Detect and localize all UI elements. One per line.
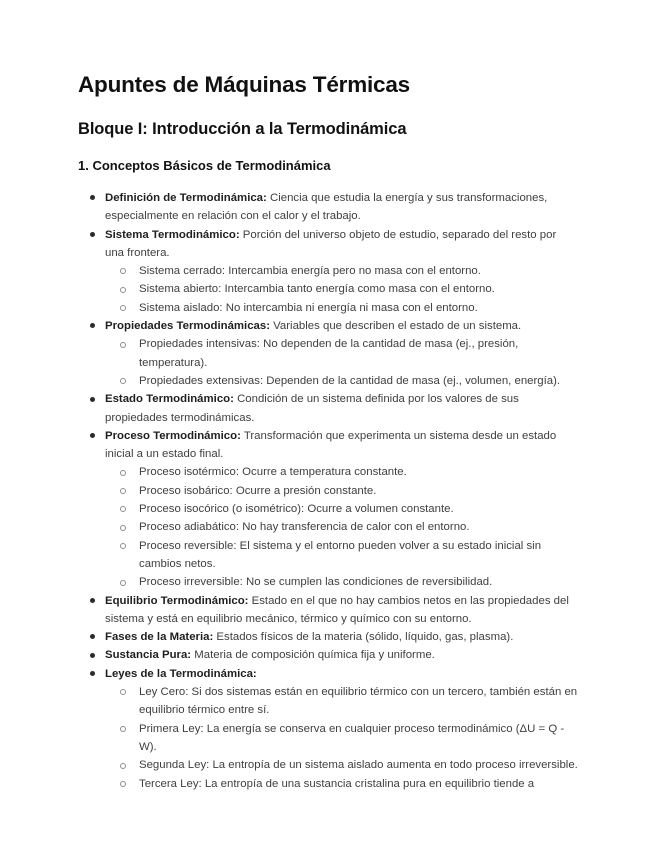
bullet-circle-icon [120, 726, 126, 732]
outline-sublist-wrapper [78, 683, 578, 793]
bullet-circle-icon [120, 287, 126, 293]
outline-item-term: Estado Termodinámico: [105, 393, 234, 406]
outline-item-term: Sustancia Pura: [105, 649, 192, 662]
outline-subitem [106, 482, 578, 500]
outline-sublist [106, 463, 578, 591]
outline-item [78, 628, 578, 646]
outline-item-text: Sistema cerrado: Intercambia energía pero no masa con el entorno. [139, 265, 481, 278]
bullet-circle-icon [120, 268, 126, 274]
bullet-disc-icon [90, 634, 95, 639]
outline-subitem [106, 500, 578, 518]
outline-item [78, 665, 578, 683]
bullet-circle-icon [120, 342, 126, 348]
outline-item-text: Proceso adiabático: No hay transferencia de calor con el entorno. [139, 521, 470, 534]
outline-subitem [106, 775, 578, 793]
outline-sublist-wrapper [78, 463, 578, 591]
outline-item [78, 390, 578, 427]
bullet-circle-icon [120, 763, 126, 769]
bullet-circle-icon [120, 378, 126, 384]
outline-item-text: Transformación que experimenta un sistema desde un estado inicial a un estado final. [105, 429, 557, 461]
outline-subitem [106, 720, 578, 757]
outline-item-text: Tercera Ley: La entropía de una sustancia cristalina pura en equilibrio tiende a [139, 777, 535, 790]
outline-item-text: Proceso irreversible: No se cumplen las condiciones de reversibilidad. [139, 576, 493, 589]
outline-subitem [106, 518, 578, 536]
outline-item-text: Ciencia que estudia la energía y sus transformaciones, especialmente en relación con el calor y el trabajo. [105, 192, 548, 223]
outline-item-text: Porción del universo objeto de estudio, separado del resto por una frontera. [105, 228, 557, 259]
outline-item-term: Leyes de la Termodinámica: [105, 667, 257, 680]
outline-sublist-wrapper [78, 335, 578, 390]
outline-item-text: Segunda Ley: La entropía de un sistema aislado aumenta en todo proceso irreversible. [139, 759, 578, 772]
outline-subitem [106, 372, 578, 390]
bullet-disc-icon [90, 653, 95, 658]
bullet-circle-icon [120, 488, 126, 494]
bullet-circle-icon [120, 470, 126, 476]
outline-item-term: Fases de la Materia: [105, 631, 214, 644]
outline-item [78, 592, 578, 629]
outline-subitem [106, 683, 578, 720]
document-subtitle: Bloque I: Introducción a la Termodinámica [78, 120, 407, 138]
outline-item-text: Sistema aislado: No intercambia ni energía ni masa con el entorno. [139, 301, 478, 314]
bullet-disc-icon [90, 397, 95, 402]
outline-item [78, 427, 578, 464]
bullet-disc-icon [90, 433, 95, 438]
outline-subitem [106, 335, 578, 372]
outline-sublist [106, 262, 578, 317]
outline-item-text: Ley Cero: Si dos sistemas están en equilibrio térmico con un tercero, también están en equilibrio térmico entre sí. [139, 686, 578, 717]
outline-item [78, 189, 578, 226]
outline-subitem [106, 262, 578, 280]
outline-item-term: Definición de Termodinámica: [105, 192, 267, 204]
bullet-circle-icon [120, 781, 126, 787]
outline-item-text: Proceso reversible: El sistema y el entorno pueden volver a su estado inicial sin cambios netos. [139, 539, 542, 570]
outline-item [78, 226, 578, 263]
outline-item-text: Proceso isocórico (o isométrico): Ocurre a volumen constante. [139, 503, 454, 516]
bullet-circle-icon [120, 305, 126, 311]
outline-item-text: Primera Ley: La energía se conserva en cualquier proceso termodinámico (ΔU = Q - W). [139, 722, 565, 753]
outline-item-term: Equilibrio Termodinámico: [105, 594, 249, 607]
bullet-disc-icon [90, 598, 95, 603]
outline-item-text: Variables que describen el estado de un sistema. [270, 320, 522, 333]
outline-item-term: Sistema Termodinámico: [105, 228, 240, 241]
outline-subitem [106, 573, 578, 591]
bullet-disc-icon [90, 232, 95, 237]
outline-item-text: Proceso isotérmico: Ocurre a temperatura constante. [139, 466, 407, 479]
page-title: Apuntes de Máquinas Térmicas [78, 72, 410, 97]
outline-sublist-wrapper [78, 262, 578, 317]
bullet-circle-icon [120, 525, 126, 531]
outline-sublist [106, 335, 578, 390]
outline-item [78, 646, 578, 664]
outline-item-term: Propiedades Termodinámicas: [105, 320, 271, 333]
outline-sublist [106, 683, 578, 793]
outline-item-text: Propiedades extensivas: Dependen de la cantidad de masa (ej., volumen, energía). [139, 374, 561, 387]
outline-subitem [106, 756, 578, 774]
outline-list [78, 189, 578, 793]
bullet-circle-icon [120, 543, 126, 549]
outline-subitem [106, 463, 578, 481]
outline-item [78, 317, 578, 335]
outline-item-term: Proceso Termodinámico: [105, 429, 241, 442]
bullet-disc-icon [90, 195, 95, 200]
outline-subitem [106, 280, 578, 298]
outline-subitem [106, 299, 578, 317]
outline-item-text: Condición de un sistema definida por los valores de sus propiedades termodinámicas. [105, 393, 519, 424]
outline-item-text: Materia de composición química fija y uniforme. [191, 649, 435, 662]
outline-item-text: Estado en el que no hay cambios netos en las propiedades del sistema y está en equilibrio mecánico, térmico y químico con su entorno. [105, 594, 569, 625]
outline-item-text: Estados físicos de la materia (sólido, líquido, gas, plasma). [213, 631, 514, 644]
bullet-circle-icon [120, 580, 126, 586]
section-heading: 1. Conceptos Básicos de Termodinámica [78, 158, 331, 173]
outline-subitem [106, 537, 578, 574]
outline-item-text: Proceso isobárico: Ocurre a presión constante. [139, 484, 377, 497]
outline-item-text: Sistema abierto: Intercambia tanto energía como masa con el entorno. [139, 283, 495, 296]
bullet-disc-icon [90, 323, 95, 328]
bullet-circle-icon [120, 506, 126, 512]
outline-item-text: Propiedades intensivas: No dependen de la cantidad de masa (ej., presión, temperatura). [139, 338, 519, 369]
bullet-circle-icon [120, 689, 126, 695]
bullet-disc-icon [90, 671, 95, 676]
